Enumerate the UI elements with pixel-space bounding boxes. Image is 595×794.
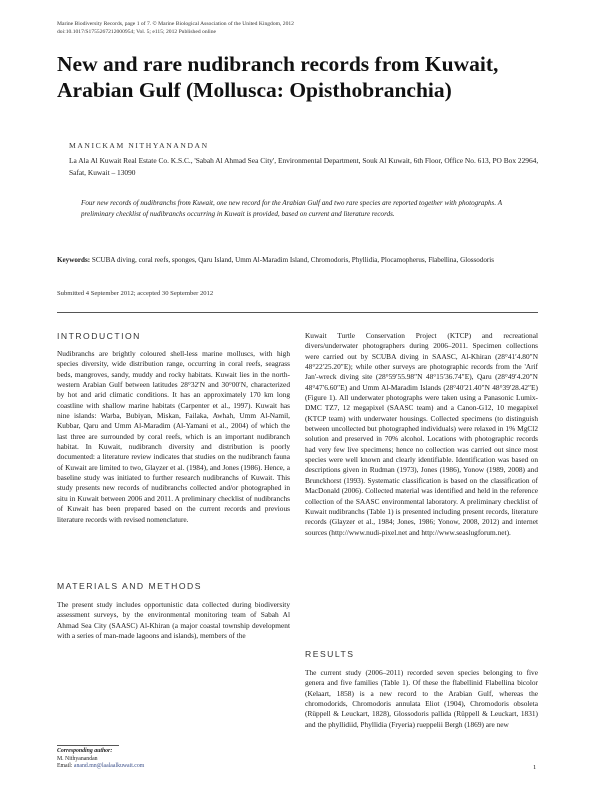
corresponding-email-line	[57, 763, 144, 771]
heading-materials-methods: MATERIALS AND METHODS	[57, 581, 202, 591]
keywords-label: Keywords:	[57, 256, 91, 264]
methods-continued-paragraph: Kuwait Turtle Conservation Project (KTCP) and recreational divers/underwater photographers during 2006–2011. Specimen collections were carried out by SCUBA diving in SAASC, Al-Khiran (28°41′4.80″N 48°22′25.20″E); while other surveys are photographic records from the 'Arif Jan'-wreck diving site (28°59′55.98″N 48°15′36.74″E), Qaru (28°49′4.20″N 48°47′6.60″E) and Umm Al-Maradim Islands (28°40′21.40″N 48°39′28.42″E) (Figure 1). All underwater photographs were taken using a Panasonic Lumix-DMC TZ7, 12 megapixel (SAASC team) and a Canon-G12, 10 megapixel (KTCP team) with underwater housings. Collected specimens (to distinguish between uncollected but photographed individuals) were relaxed in 1% MgCl2 solution and preserved in 70% alcohol. Locations with photographic records had very few live specimens; hence no collection was carried out since most species were well known and clearly identifiable. Identification was based on descriptions given in Rudman (1973), Jones (1986), Yonow (1989, 2008) and Brunckhorst (1993). Systematic classification is based on the classification of MacDonald (2006). Collected material was identified and held in the reference collection of the SAASC environmental laboratory. A preliminary checklist of Kuwait nudibranchs (Table 1) is presented including present records, literature records (Glayzer et al., 1984; Jones, 1986; Yonow, 2008, 2012) and internet sources (http://www.nudi-pixel.net and http://www.seaslugforum.net).	[305, 331, 538, 537]
running-head-citation: Marine Biodiversity Records, page 1 of 7. © Marine Biological Association of the United Kingdom, 2012	[57, 21, 294, 27]
methods-text	[57, 600, 290, 641]
footnote-divider	[57, 745, 119, 746]
author-affiliation: La Ala Al Kuwait Real Estate Co. K.S.C., 'Sabah Al Ahmad Sea City', Environmental Department, Souk Al Kuwait, 6th Floor, Office No. 613, PO Box 22964, Safat, Kuwait – 13090	[69, 156, 539, 177]
methods-continued-text	[305, 331, 538, 538]
introduction-paragraph: Nudibranchs are brightly coloured shell-less marine molluscs, with high species diversity, wide distribution range, occurring in coral reefs, seagrass beds, mangroves, sandy, muddy and rocky habitats. Kuwait lies in the north-western Arabian Gulf between latitudes 28°32′N and 30°00′N, characterized by hot and arid climatic conditions. It has an approximately 170 km long coastline with shallow marine habitats (Carpenter et al., 1997). Kuwait has nine islands: Warba, Bubiyan, Miskan, Failaka, Awhah, Umm Al-Namil, Kubbar, Qaru and Umm Al-Maradim (Al-Yamani et al., 2004) of which the last three are surrounded by coral reefs, which is an important nudibranch habitat. In Kuwait, nudibranch diversity and distribution is poorly documented: a literature review indicates that studies on the nudibranch fauna of Kuwait are limited to two, Glayzer et al. (1984), and Jones (1986). Hence, a baseline study was initiated to further research nudibranchs of Kuwait. This study presents new records of nudibranchs collected and/or photographed in situ in Kuwait between 2006 and 2011. A preliminary checklist of nudibranchs of Kuwait has been prepared based on the current records and previous literature records with revised nomenclature.	[57, 349, 290, 524]
heading-introduction: INTRODUCTION	[57, 331, 141, 341]
email-label: Email:	[57, 763, 74, 770]
author-name: MANICKAM NITHYANANDAN	[69, 141, 209, 150]
results-text	[305, 668, 538, 730]
corresponding-name: M. Nithyanandan	[57, 755, 98, 762]
corresponding-author	[57, 748, 144, 771]
methods-paragraph: The present study includes opportunistic data collected during biodiversity assessment surveys, by the environmental monitoring team of Sabah Al Ahmad Sea City (SAASC) Al-Khiran (a major coastal township development with a series of man-made lagoons and islands), members of the	[57, 600, 290, 641]
running-head-doi: doi:10.1017/S1755267212000954; Vol. 5; e115; 2012 Published online	[57, 29, 217, 35]
page-number: 1	[533, 764, 537, 771]
heading-results: RESULTS	[305, 649, 355, 659]
section-divider	[57, 312, 538, 313]
running-head	[57, 20, 294, 36]
abstract: Four new records of nudibranchs from Kuwait, one new record for the Arabian Gulf and two rare species are reported together with photographs. A preliminary checklist of nudibranchs occurring in Kuwait is provided, based on current and literature records.	[81, 199, 502, 218]
corresponding-label: Corresponding author:	[57, 748, 113, 754]
keywords-text: SCUBA diving, coral reefs, sponges, Qaru Island, Umm Al-Maradim Island, Chromodoris, Phyllidia, Plocamopherus, Flabellina, Glossodoris	[90, 256, 495, 264]
introduction-text	[57, 349, 290, 525]
article-title: New and rare nudibranch records from Kuwait, Arabian Gulf (Mollusca: Opisthobranchia)	[57, 52, 499, 102]
submission-dates: Submitted 4 September 2012; accepted 30 September 2012	[57, 290, 214, 297]
keywords	[57, 255, 537, 266]
email-link[interactable]: anand.mn@laalaalkuwait.com	[73, 763, 145, 770]
results-paragraph: The current study (2006–2011) recorded seven species belonging to five genera and five families (Table 1). Of these the flabellinid Flabellina bicolor (Kelaart, 1858) is a new record to the Arabian Gulf, whereas the chromodorids, Chromodoris annulata Eliot (1904), Chromodoris obsoleta (Rüppell & Leuckart, 1828), Glossodoris pallida (Rüppell & Leuckart, 1831) and the phyllidiid, Phyllidia (Fryeria) rueppelii Bergh (1869) are new	[305, 668, 538, 729]
